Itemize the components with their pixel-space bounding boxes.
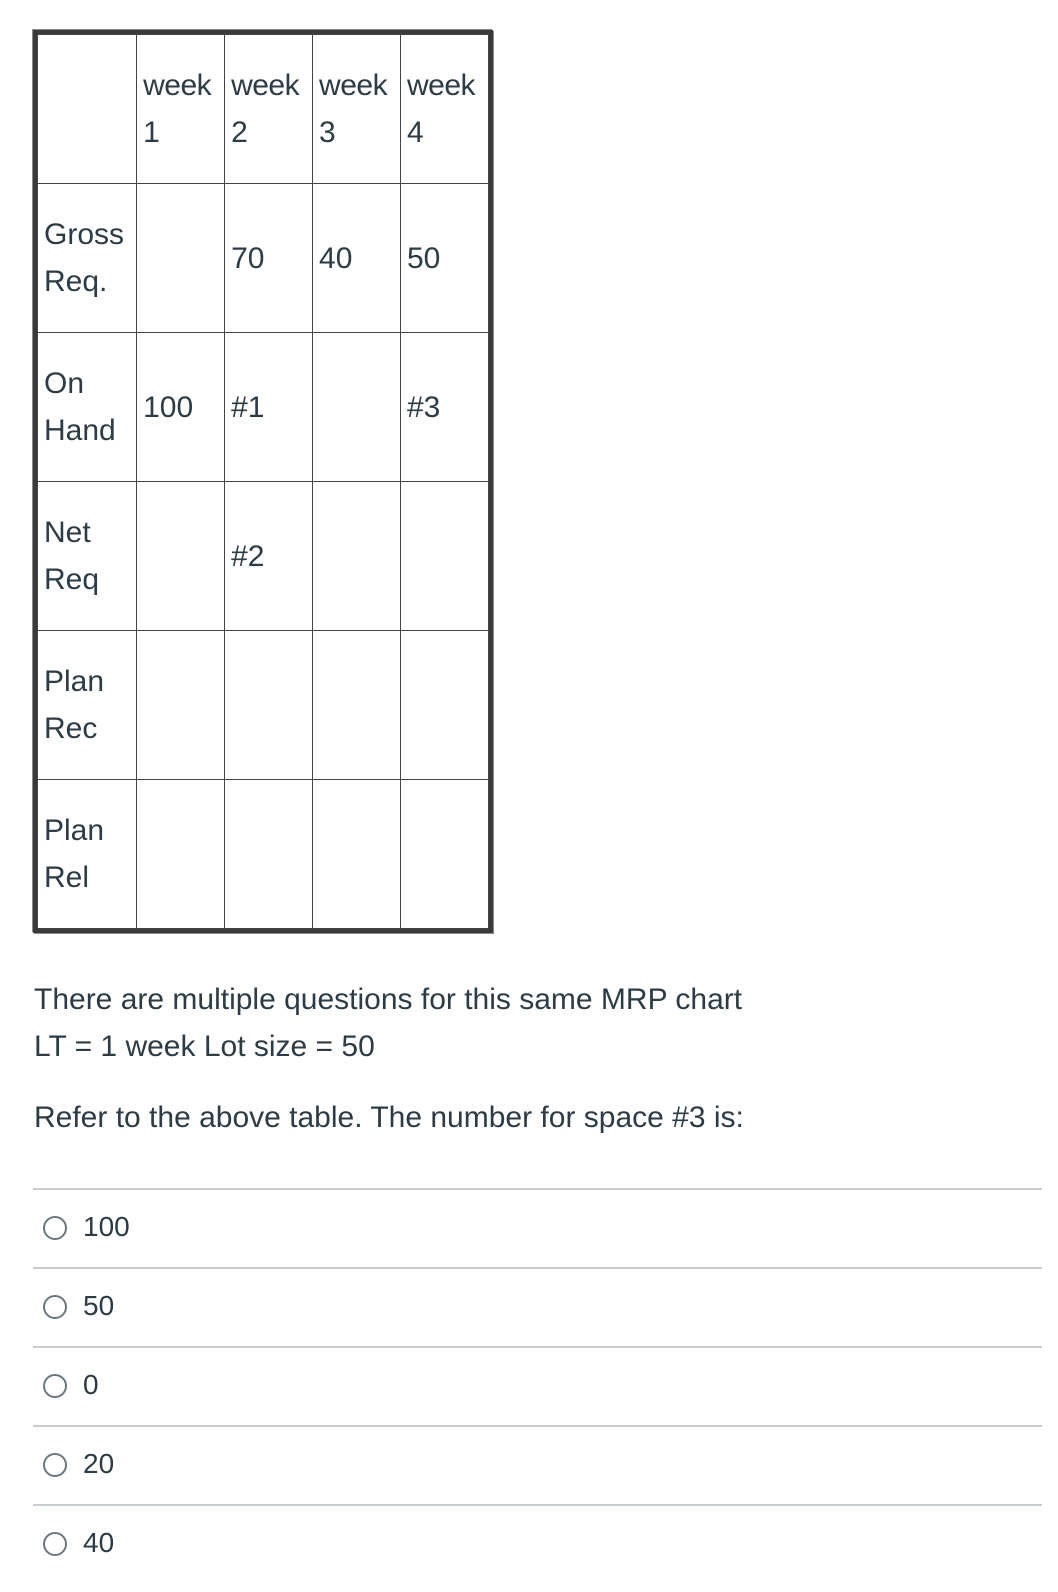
answer-label[interactable]: 0 (83, 1369, 99, 1400)
table-cell (313, 482, 401, 631)
row-label: Plan Rec (38, 631, 137, 780)
radio-button[interactable] (43, 1295, 67, 1319)
table-cell (401, 780, 489, 929)
table-cell (137, 780, 225, 929)
table-cell (313, 780, 401, 929)
row-label: Gross Req. (38, 184, 137, 333)
answer-label[interactable]: 40 (83, 1527, 115, 1558)
answer-label[interactable]: 100 (83, 1211, 130, 1242)
intro-line-1: There are multiple questions for this same MRP chart (34, 983, 743, 1016)
answer-option[interactable] (33, 1504, 1042, 1583)
question-text: Refer to the above table. The number for space #3 is: (34, 1101, 744, 1134)
radio-button[interactable] (43, 1532, 67, 1556)
answer-option[interactable] (33, 1188, 1042, 1267)
question-intro (34, 976, 742, 1070)
row-label: Net Req (38, 482, 137, 631)
header-week-1: week 1 (137, 35, 225, 184)
row-net-req (38, 482, 489, 631)
row-label: On Hand (38, 333, 137, 482)
radio-button[interactable] (43, 1216, 67, 1240)
table-cell (313, 333, 401, 482)
radio-button[interactable] (43, 1453, 67, 1477)
answer-option[interactable] (33, 1346, 1042, 1425)
row-label: Plan Rel (38, 780, 137, 929)
table-cell (137, 184, 225, 333)
table-cell (401, 631, 489, 780)
table-cell (225, 780, 313, 929)
row-on-hand (38, 333, 489, 482)
answer-label[interactable]: 50 (83, 1290, 115, 1321)
table-cell: 50 (401, 184, 489, 333)
mrp-table (37, 34, 489, 929)
intro-line-2: LT = 1 week Lot size = 50 (34, 1030, 375, 1063)
table-cell: #2 (225, 482, 313, 631)
answer-option[interactable] (33, 1267, 1042, 1346)
table-cell: #1 (225, 333, 313, 482)
radio-button[interactable] (43, 1374, 67, 1398)
header-row (38, 35, 489, 184)
table-cell (225, 631, 313, 780)
row-plan-rec (38, 631, 489, 780)
table-cell (137, 482, 225, 631)
table-cell: 70 (225, 184, 313, 333)
answer-list (33, 1188, 1042, 1583)
table-cell (313, 631, 401, 780)
table-cell: 100 (137, 333, 225, 482)
header-week-3: week 3 (313, 35, 401, 184)
answer-label[interactable]: 20 (83, 1448, 115, 1479)
corner-cell (38, 35, 137, 184)
table-cell: 40 (313, 184, 401, 333)
header-week-4: week 4 (401, 35, 489, 184)
table-cell (401, 482, 489, 631)
table-cell (137, 631, 225, 780)
row-gross-req (38, 184, 489, 333)
mrp-chart (33, 30, 493, 933)
header-week-2: week 2 (225, 35, 313, 184)
answer-option[interactable] (33, 1425, 1042, 1504)
table-cell: #3 (401, 333, 489, 482)
row-plan-rel (38, 780, 489, 929)
